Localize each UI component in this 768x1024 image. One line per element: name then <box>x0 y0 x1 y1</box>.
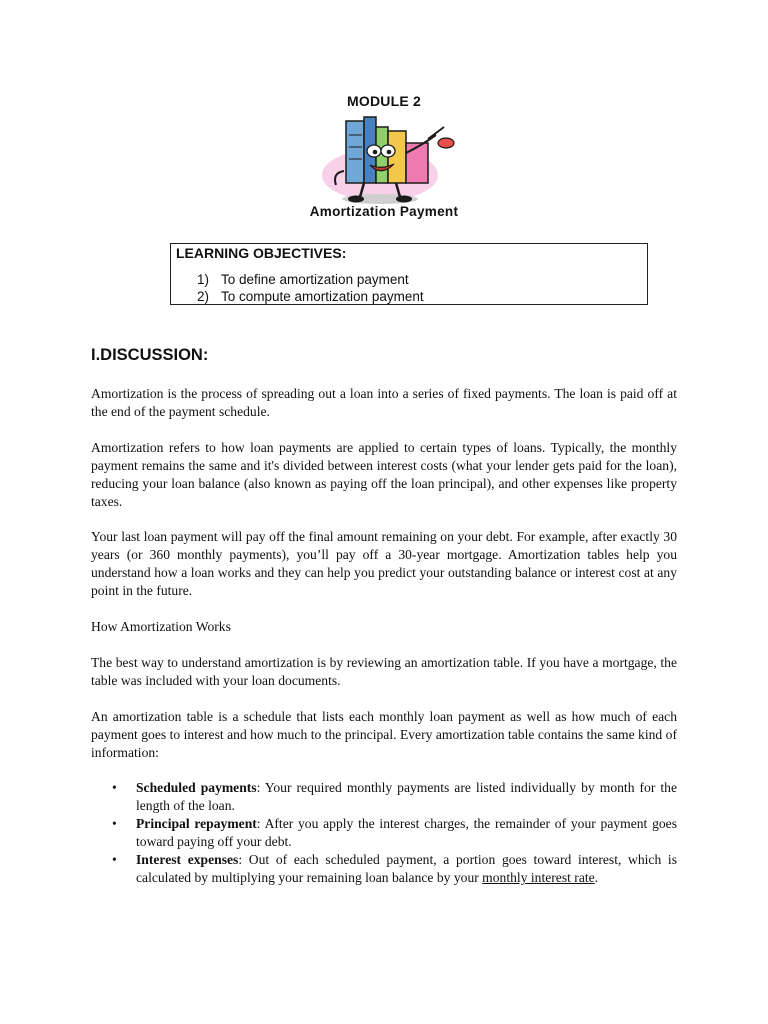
bullet-dot-icon: • <box>112 852 117 867</box>
bullet-term: Interest expenses <box>136 852 239 867</box>
bullet-list <box>91 779 677 887</box>
paragraph: Amortization is the process of spreading out a loan into a series of fixed payments. The loan is paid off at the end of the payment schedule. <box>91 386 677 419</box>
objective-number: 2) <box>197 289 210 304</box>
bar-chart-mascot-icon <box>318 113 458 208</box>
learning-objectives-list <box>197 271 424 305</box>
bullet-text: : Out of each scheduled payment, a portion goes toward interest, which is calculated by multiplying your remaining loan balance by your <box>136 852 677 885</box>
objective-item <box>197 271 424 288</box>
module-title: MODULE 2 <box>347 93 421 109</box>
bullet-tail: . <box>594 870 599 885</box>
objective-text: To compute amortization payment <box>221 289 424 304</box>
section-heading-discussion: I.DISCUSSION: <box>91 346 209 364</box>
bullet-text: : Your required monthly payments are listed individually by month for the length of the loan. <box>136 780 678 813</box>
subheading-how-amortization-works: How Amortization Works <box>91 619 231 634</box>
bullet-dot-icon: • <box>112 780 117 795</box>
paragraph: An amortization table is a schedule that lists each monthly loan payment as well as how much of each payment goes to interest and how much to the principal. Every amortization table contains the same kind of information: <box>91 709 677 760</box>
learning-objectives-title: LEARNING OBJECTIVES: <box>176 245 347 261</box>
bullet-item <box>91 815 677 851</box>
bullet-term: Principal repayment <box>136 816 257 831</box>
objective-number: 1) <box>197 272 210 287</box>
bullet-item <box>91 779 677 815</box>
bullet-item <box>91 851 677 887</box>
paragraph: Your last loan payment will pay off the final amount remaining on your debt. For example, after exactly 30 years (or 360 monthly payments), you’ll pay off a 30-year mortgage. Amortization tables help you understand how a loan works and they can help you predict your outstanding balance or interest cost at any point in the future. <box>91 529 677 598</box>
bullet-term: Scheduled payments <box>136 780 257 795</box>
paragraph: The best way to understand amortization is by reviewing an amortization table. If you have a mortgage, the table was included with your loan documents. <box>91 655 677 688</box>
bullet-dot-icon: • <box>112 816 117 831</box>
objective-text: To define amortization payment <box>221 272 409 287</box>
bullet-text: : After you apply the interest charges, the remainder of your payment goes toward paying off your debt. <box>136 816 678 849</box>
monthly-interest-rate-link[interactable]: monthly interest rate <box>482 870 595 885</box>
document-subtitle: Amortization Payment <box>309 204 459 219</box>
learning-objectives-box <box>170 243 648 305</box>
paragraph: Amortization refers to how loan payments are applied to certain types of loans. Typically, the monthly payment remains the same and it's divided between interest costs (what your lender gets paid for the loan), reducing your loan balance (also known as paying off the loan principal), and other expenses like property taxes. <box>91 440 677 509</box>
objective-item <box>197 288 424 305</box>
